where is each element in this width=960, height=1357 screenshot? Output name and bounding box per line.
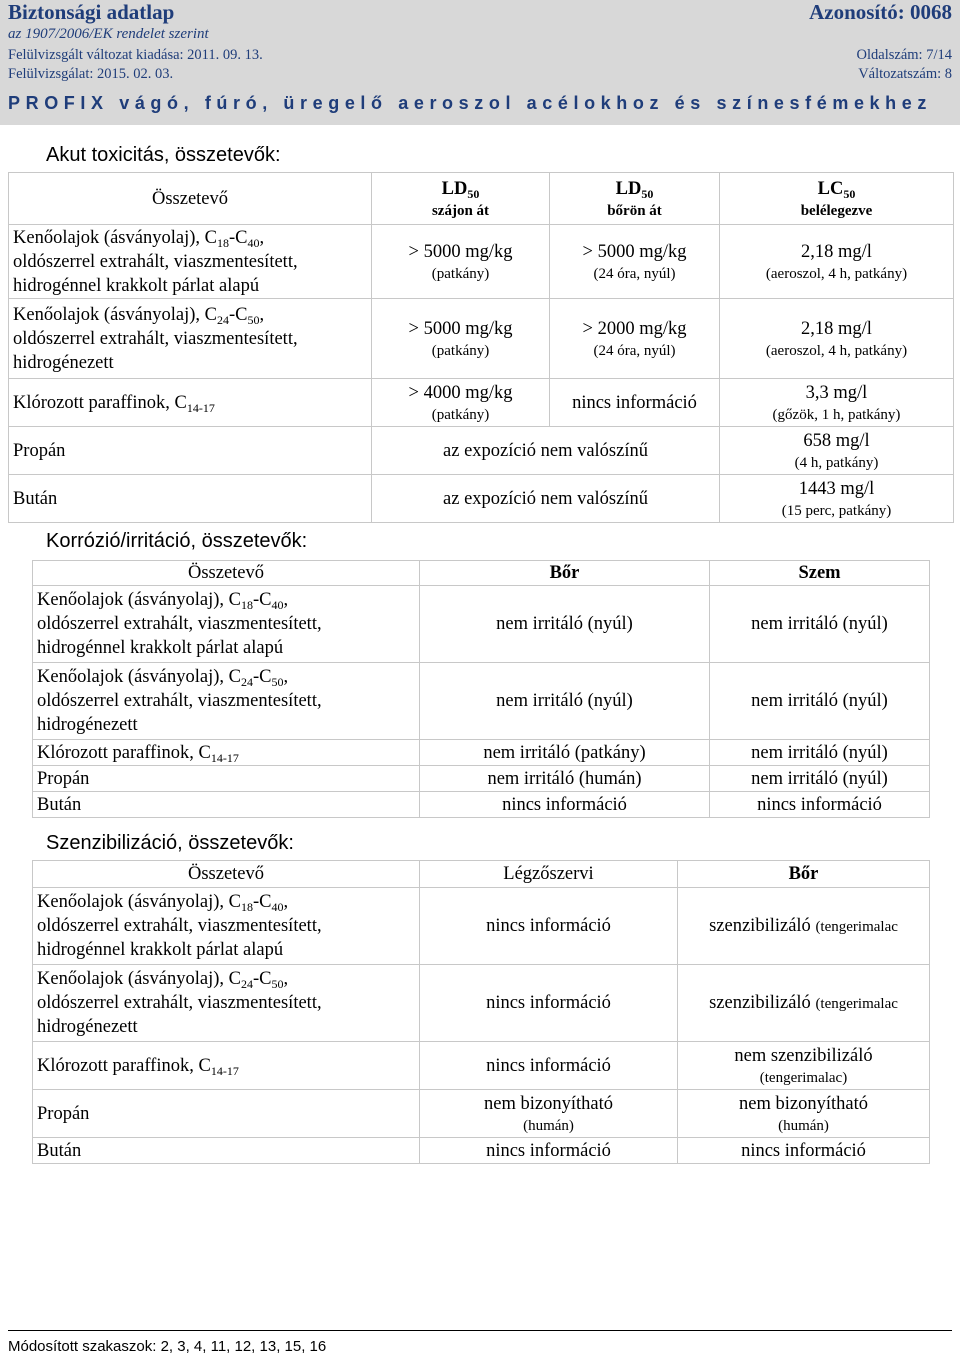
ld50-oral-value: > 5000 mg/kg (patkány) bbox=[372, 299, 550, 379]
table-row bbox=[33, 663, 930, 740]
component-name: Kenőolajok (ásványolaj), $C_{24}-C_{50}$, oldószerrel extrahált, viaszmentesített, hidrogénezett bbox=[33, 663, 420, 740]
table-row bbox=[33, 792, 930, 818]
eye-value: nincs információ bbox=[710, 792, 930, 818]
table-row bbox=[33, 965, 930, 1042]
component-name: Propán bbox=[9, 427, 372, 475]
sensitization-table bbox=[32, 860, 930, 1164]
header-component bbox=[9, 173, 372, 225]
eye-value: nem irritáló (nyúl) bbox=[710, 586, 930, 663]
eye-value: nem irritáló (nyúl) bbox=[710, 663, 930, 740]
skin-value: nem bizonyítható (humán) bbox=[678, 1090, 930, 1138]
table-header-row bbox=[9, 173, 954, 225]
skin-value: nem szenzibilizáló (tengerimalac) bbox=[678, 1042, 930, 1090]
table-row bbox=[9, 427, 954, 475]
respiratory-value: nincs információ bbox=[420, 888, 678, 965]
component-name: Propán bbox=[33, 1090, 420, 1138]
skin-value: nincs információ bbox=[678, 1138, 930, 1164]
eye-value: nem irritáló (nyúl) bbox=[710, 740, 930, 766]
lc50-value: 658 mg/l (4 h, patkány) bbox=[720, 427, 954, 475]
header-ld50-dermal bbox=[550, 173, 720, 225]
review-date: Felülvizsgálat: 2015. 02. 03. bbox=[8, 66, 174, 82]
component-name: Kenőolajok (ásványolaj), $C_{18}-C_{40}$, oldószerrel extrahált, viaszmentesített, hidrogénnel krakkolt párlat alapú bbox=[9, 225, 372, 299]
header-row-1 bbox=[8, 0, 952, 26]
component-name: Kenőolajok (ásványolaj), $C_{24}-C_{50}$, oldószerrel extrahált, viaszmentesített, hidrogénezett bbox=[9, 299, 372, 379]
header-component: Összetevő bbox=[33, 861, 420, 888]
skin-value: nem irritáló (nyúl) bbox=[420, 663, 710, 740]
ld50-dermal-note: bőrön át bbox=[607, 202, 662, 219]
doc-title: Biztonsági adatlap bbox=[8, 0, 175, 24]
skin-value: szenzibilizáló (tengerimalac bbox=[678, 888, 930, 965]
component-name: Klórozott paraffinok, $C_{14-17}$ bbox=[33, 1042, 420, 1090]
acute-toxicity-table bbox=[8, 172, 954, 523]
doc-id: Azonosító: 0068 bbox=[809, 0, 952, 24]
component-name: Kenőolajok (ásványolaj), $C_{18}-C_{40}$, oldószerrel extrahált, viaszmentesített, hidrogénnel krakkolt párlat alapú bbox=[33, 586, 420, 663]
document-header bbox=[0, 0, 960, 125]
component-name: Bután bbox=[33, 1138, 420, 1164]
table-header-row bbox=[33, 861, 930, 888]
ld50-dermal-value: > 5000 mg/kg (24 óra, nyúl) bbox=[550, 225, 720, 299]
ld50-oral-value: > 5000 mg/kg (patkány) bbox=[372, 225, 550, 299]
component-name: Klórozott paraffinok, $C_{14-17}$ bbox=[33, 740, 420, 766]
header-ld50-oral bbox=[372, 173, 550, 225]
ld50-oral-value: > 4000 mg/kg (patkány) bbox=[372, 379, 550, 427]
skin-value: nem irritáló (humán) bbox=[420, 766, 710, 792]
table-row bbox=[33, 1042, 930, 1090]
lc50-value: 2,18 mg/l (aeroszol, 4 h, patkány) bbox=[720, 299, 954, 379]
ld50-dermal-value: nincs információ bbox=[550, 379, 720, 427]
component-name: Bután bbox=[9, 475, 372, 523]
ld50-oral-note: szájon át bbox=[431, 202, 490, 219]
skin-value: nem irritáló (patkány) bbox=[420, 740, 710, 766]
lc50-value: 3,3 mg/l (gőzök, 1 h, patkány) bbox=[720, 379, 954, 427]
respiratory-value: nincs információ bbox=[420, 965, 678, 1042]
table-row bbox=[9, 475, 954, 523]
acute-toxicity-title: Akut toxicitás, összetevők: bbox=[46, 144, 281, 166]
ld50-merged-value: az expozíció nem valószínű bbox=[372, 475, 720, 523]
ld50-oral-label: $LD_{50}$ bbox=[441, 178, 480, 201]
corrosion-title: Korrózió/irritáció, összetevők: bbox=[46, 530, 308, 552]
header-respiratory: Légzőszervi bbox=[420, 861, 678, 888]
table-row bbox=[33, 766, 930, 792]
skin-value: szenzibilizáló (tengerimalac bbox=[678, 965, 930, 1042]
header-skin: Bőr bbox=[678, 861, 930, 888]
lc50-note: belélegezve bbox=[800, 202, 873, 219]
ld50-dermal-value: > 2000 mg/kg (24 óra, nyúl) bbox=[550, 299, 720, 379]
header-lc50 bbox=[720, 173, 954, 225]
header-row-3 bbox=[8, 47, 952, 67]
lc50-value: 2,18 mg/l (aeroszol, 4 h, patkány) bbox=[720, 225, 954, 299]
table-row bbox=[9, 225, 954, 299]
header-eye: Szem bbox=[710, 561, 930, 586]
header-component-label: Összetevő bbox=[151, 188, 229, 209]
corrosion-table bbox=[32, 560, 930, 818]
skin-value: nincs információ bbox=[420, 792, 710, 818]
table-row bbox=[33, 586, 930, 663]
component-name: Kenőolajok (ásványolaj), $C_{24}-C_{50}$, oldószerrel extrahált, viaszmentesített, hidrogénezett bbox=[33, 965, 420, 1042]
table-row bbox=[33, 740, 930, 766]
ld50-dermal-label: $LD_{50}$ bbox=[615, 178, 654, 201]
table-row bbox=[9, 299, 954, 379]
header-component: Összetevő bbox=[33, 561, 420, 586]
header-row-2 bbox=[8, 26, 952, 46]
sensitization-title: Szenzibilizáció, összetevők: bbox=[46, 832, 294, 854]
table-row bbox=[33, 1090, 930, 1138]
regulation: az 1907/2006/EK rendelet szerint bbox=[8, 26, 209, 42]
header-skin: Bőr bbox=[420, 561, 710, 586]
modified-sections: Módosított szakaszok: 2, 3, 4, 11, 12, 13, 15, 16 bbox=[8, 1338, 327, 1355]
component-name: Kenőolajok (ásványolaj), $C_{18}-C_{40}$, oldószerrel extrahált, viaszmentesített, hidrogénnel krakkolt párlat alapú bbox=[33, 888, 420, 965]
respiratory-value: nincs információ bbox=[420, 1042, 678, 1090]
revised-issue: Felülvizsgált változat kiadása: 2011. 09. 13. bbox=[8, 47, 263, 63]
respiratory-value: nincs információ bbox=[420, 1138, 678, 1164]
lc50-value: 1443 mg/l (15 perc, patkány) bbox=[720, 475, 954, 523]
page-number: Oldalszám: 7/14 bbox=[856, 47, 952, 63]
header-row-4 bbox=[8, 66, 952, 86]
lc50-label: $LC_{50}$ bbox=[817, 178, 856, 201]
component-name: Bután bbox=[33, 792, 420, 818]
eye-value: nem irritáló (nyúl) bbox=[710, 766, 930, 792]
respiratory-value: nem bizonyítható (humán) bbox=[420, 1090, 678, 1138]
version-number: Változatszám: 8 bbox=[858, 66, 952, 82]
product-name: PROFIX vágó, fúró, üregelő aeroszol acélokhoz és színesfémekhez bbox=[8, 93, 932, 113]
table-header-row bbox=[33, 561, 930, 586]
table-row bbox=[33, 888, 930, 965]
skin-value: nem irritáló (nyúl) bbox=[420, 586, 710, 663]
component-name: Propán bbox=[33, 766, 420, 792]
table-row bbox=[33, 1138, 930, 1164]
component-name: Klórozott paraffinok, $C_{14-17}$ bbox=[9, 379, 372, 427]
footer-divider bbox=[8, 1330, 952, 1331]
table-row bbox=[9, 379, 954, 427]
ld50-merged-value: az expozíció nem valószínű bbox=[372, 427, 720, 475]
